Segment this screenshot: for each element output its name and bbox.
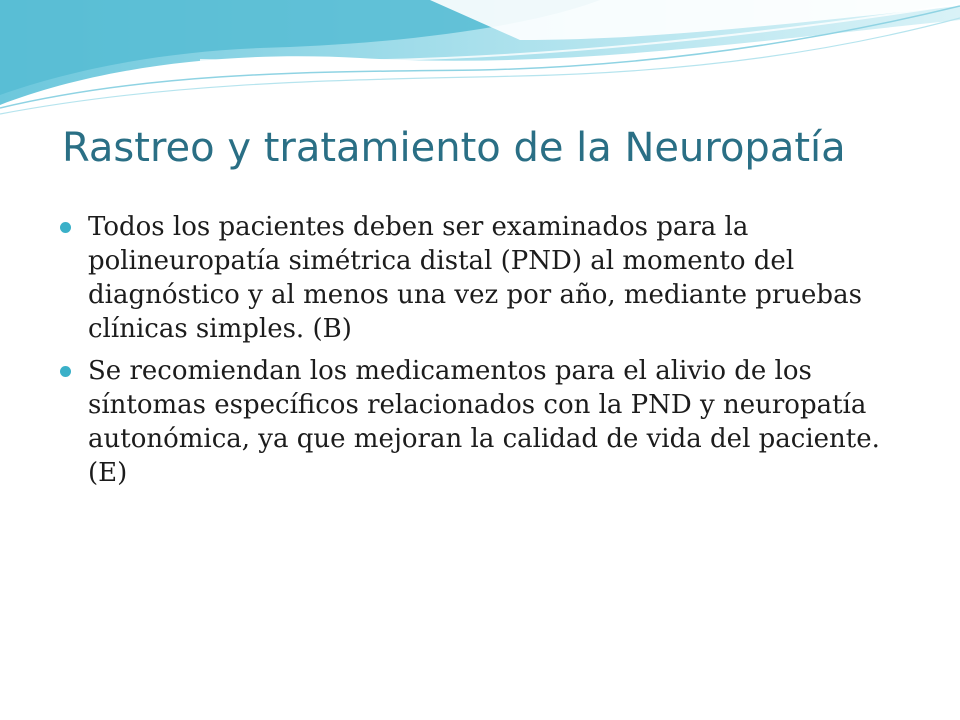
bullet-text: Se recomiendan los medicamentos para el alivio de los síntomas específicos relacionados con la PND y neuropatía autonómica, ya que mejoran la calidad de vida del paciente. (E) bbox=[88, 356, 880, 488]
slide-title: Rastreo y tratamiento de la Neuropatía bbox=[62, 125, 846, 171]
bullet-item bbox=[60, 354, 890, 490]
bullet-item bbox=[60, 210, 890, 346]
bullet-dot-icon bbox=[60, 222, 71, 233]
bullet-text: Todos los pacientes deben ser examinados para la polineuropatía simétrica distal (PND) al momento del diagnóstico y al menos una vez por año, mediante pruebas clínicas simples. (B) bbox=[88, 212, 862, 344]
bullet-dot-icon bbox=[60, 366, 71, 377]
bullet-list bbox=[60, 210, 890, 498]
header-wave-decoration bbox=[0, 0, 960, 120]
